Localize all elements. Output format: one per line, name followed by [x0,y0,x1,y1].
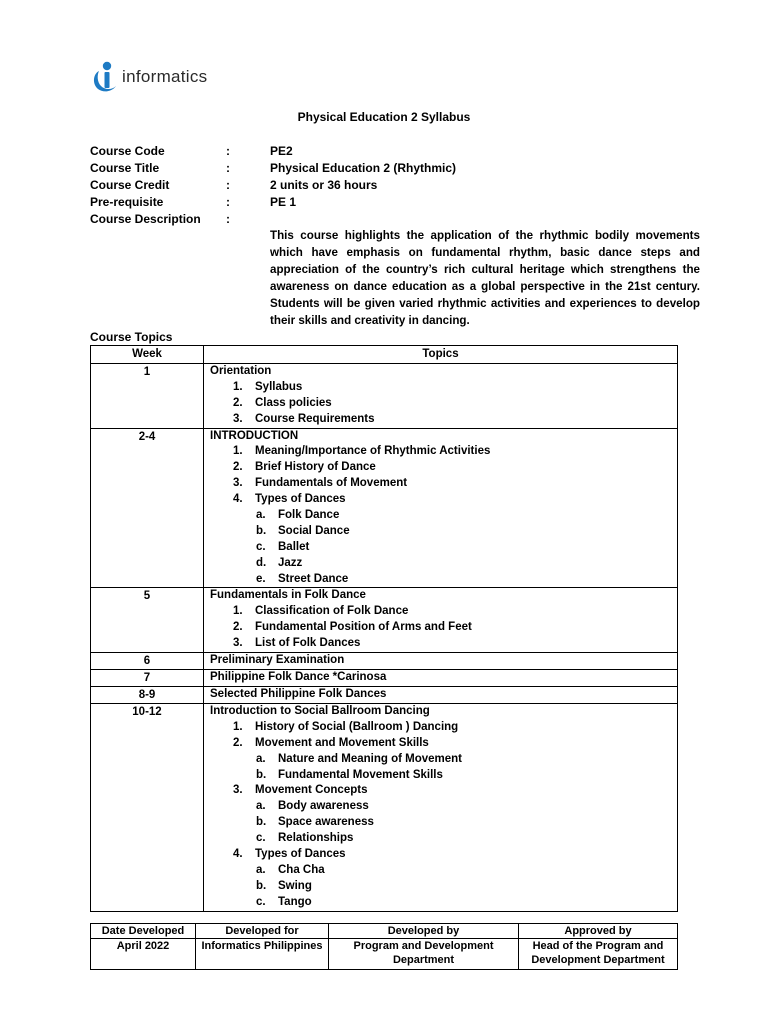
topic-heading [210,364,677,380]
info-value: PE2 [270,144,293,158]
list-marker: b. [256,879,267,892]
footer-header-row [91,924,678,939]
topic-subitem [210,752,677,768]
list-marker: 2. [233,396,243,409]
list-marker: a. [256,863,266,876]
list-marker: c. [256,895,266,908]
topic-subitem [210,508,677,524]
list-marker: 2. [233,621,243,634]
topic-text: Cha Cha [278,863,325,876]
topic-text: Swing [278,879,312,892]
week-cell: 1 [91,364,204,429]
topic-subitem [210,863,677,879]
footer-value: Head of the Program and Development Department [519,939,678,970]
topic-subitem [210,572,677,588]
topic-item [210,460,677,476]
topic-item [210,783,677,799]
table-row [91,428,678,588]
info-label: Course Description [90,212,201,226]
topic-item [210,620,677,636]
topics-cell [204,687,678,704]
topic-item [210,476,677,492]
topic-text: Fundamental Position of Arms and Feet [255,621,472,634]
topic-text: Course Requirements [255,412,375,425]
info-label: Course Code [90,144,165,158]
topic-item [210,444,677,460]
topic-heading [210,687,677,703]
topic-heading [210,653,677,669]
table-row [91,704,678,912]
list-marker: c. [256,832,266,845]
info-colon: : [226,195,230,209]
table-row [91,588,678,653]
footer-header: Developed by [329,924,519,939]
footer-value: Program and Development Department [329,939,519,970]
topic-text: Class policies [255,396,332,409]
footer-table [90,923,678,970]
table-row [91,687,678,704]
topic-item [210,720,677,736]
topic-item [210,736,677,752]
topic-heading [210,670,677,686]
topic-subitem [210,799,677,815]
table-row [91,670,678,687]
info-label: Pre-requisite [90,195,164,209]
list-marker: a. [256,800,266,813]
info-value: Physical Education 2 (Rhythmic) [270,161,457,175]
topic-item [210,492,677,508]
topic-text: Fundamentals of Movement [255,477,408,490]
topics-table-body [91,364,678,912]
list-marker: c. [256,540,266,553]
week-cell: 2-4 [91,428,204,588]
topic-text: Social Dance [278,524,350,537]
topic-text: History of Social (Ballroom ) Dancing [255,720,459,733]
topic-text: Street Dance [278,572,349,585]
footer-value-row [91,939,678,970]
topic-text: Orientation [210,365,272,377]
topics-cell [204,653,678,670]
footer-value: Informatics Philippines [196,939,329,970]
informatics-i-logo-icon [90,60,120,94]
list-marker: e. [256,572,266,585]
topic-text: Types of Dances [255,848,346,861]
topics-cell [204,364,678,429]
topics-cell-content [204,704,677,911]
list-marker: 3. [233,477,243,490]
topic-text: Introduction to Social Ballroom Dancing [210,705,430,718]
info-colon: : [226,178,230,192]
topic-subitem [210,895,677,911]
footer-header: Date Developed [91,924,196,939]
topic-text: Nature and Meaning of Movement [278,752,463,765]
topics-cell-content [204,687,677,703]
topic-text: Body awareness [278,800,369,813]
topic-text: Brief History of Dance [255,461,376,474]
info-value: PE 1 [270,195,297,209]
logo-wordmark: informatics [122,67,208,86]
topic-heading [210,429,677,445]
list-marker: 1. [233,605,243,618]
informatics-logo [90,46,240,108]
info-value: 2 units or 36 hours [270,178,378,192]
topic-text: Tango [278,895,312,908]
course-description: This course highlights the application of the rhythmic bodily movements which have emphasis on fundamental rhythm, basic dance steps and appreciation of the country’s rich cultural heritage which strengthens the awareness on dance education as a global perspective in the 21st century. Students will be given varied rhythmic activities and experiences to develop their skills and creativity in dancing. [270,229,700,327]
column-header-week: Week [91,346,204,364]
topics-cell-content [204,670,677,686]
list-marker: 2. [233,736,243,749]
topic-text: Philippine Folk Dance *Carinosa [210,671,387,684]
page-title: Physical Education 2 Syllabus [297,110,471,124]
topic-subitem [210,540,677,556]
week-cell: 5 [91,588,204,653]
topic-item [210,847,677,863]
footer-header: Developed for [196,924,329,939]
topics-table [90,345,678,912]
topic-subitem [210,768,677,784]
topic-text: Movement Concepts [255,784,368,797]
info-colon: : [226,161,230,175]
info-label: Course Title [90,161,160,175]
topic-text: Fundamentals in Folk Dance [210,589,366,602]
topics-cell [204,704,678,912]
topic-text: Space awareness [278,816,374,829]
week-cell: 10-12 [91,704,204,912]
info-colon: : [226,144,230,158]
topic-text: Folk Dance [278,509,340,522]
list-marker: a. [256,752,266,765]
topics-cell-content [204,588,677,652]
list-marker: 4. [233,848,243,861]
list-marker: a. [256,509,266,522]
topic-subitem [210,556,677,572]
footer-header: Approved by [519,924,678,939]
topics-cell [204,670,678,687]
topic-text: Types of Dances [255,493,346,506]
list-marker: b. [256,768,267,781]
topic-item [210,636,677,652]
table-header-row [91,346,678,364]
topic-text: Preliminary Examination [210,654,345,667]
topic-text: Jazz [278,556,303,569]
topics-cell-content [204,653,677,669]
topic-subitem [210,879,677,895]
list-marker: 1. [233,445,243,458]
topics-heading: Course Topics [90,330,173,344]
topic-text: Fundamental Movement Skills [278,768,443,781]
topic-heading [210,704,677,720]
topic-subitem [210,815,677,831]
list-marker: 1. [233,720,243,733]
list-marker: b. [256,524,267,537]
footer-value: April 2022 [91,939,196,970]
table-row [91,364,678,429]
topic-text: Classification of Folk Dance [255,605,409,618]
list-marker: d. [256,556,267,569]
topic-item [210,604,677,620]
topics-cell-content [204,429,677,588]
table-row [91,653,678,670]
list-marker: 4. [233,493,243,506]
topic-text: Selected Philippine Folk Dances [210,688,387,701]
topic-item [210,396,677,412]
topic-text: Syllabus [255,380,303,393]
list-marker: 3. [233,637,243,650]
week-cell: 6 [91,653,204,670]
list-marker: 1. [233,380,243,393]
info-colon: : [226,212,230,226]
info-label: Course Credit [90,178,170,192]
week-cell: 7 [91,670,204,687]
topic-text: Relationships [278,832,354,845]
topics-cell-content [204,364,677,428]
topics-cell [204,428,678,588]
topic-subitem [210,831,677,847]
topics-cell [204,588,678,653]
topic-item [210,380,677,396]
list-marker: 3. [233,784,243,797]
topic-text: Meaning/Importance of Rhythmic Activities [255,445,491,458]
topic-text: INTRODUCTION [210,429,299,442]
topic-text: Ballet [278,540,310,553]
column-header-topics: Topics [204,346,678,364]
topic-text: List of Folk Dances [255,637,361,650]
week-cell: 8-9 [91,687,204,704]
list-marker: b. [256,816,267,829]
topic-heading [210,588,677,604]
topic-item [210,412,677,428]
topic-text: Movement and Movement Skills [255,736,429,749]
list-marker: 2. [233,461,243,474]
list-marker: 3. [233,412,243,425]
topic-subitem [210,524,677,540]
